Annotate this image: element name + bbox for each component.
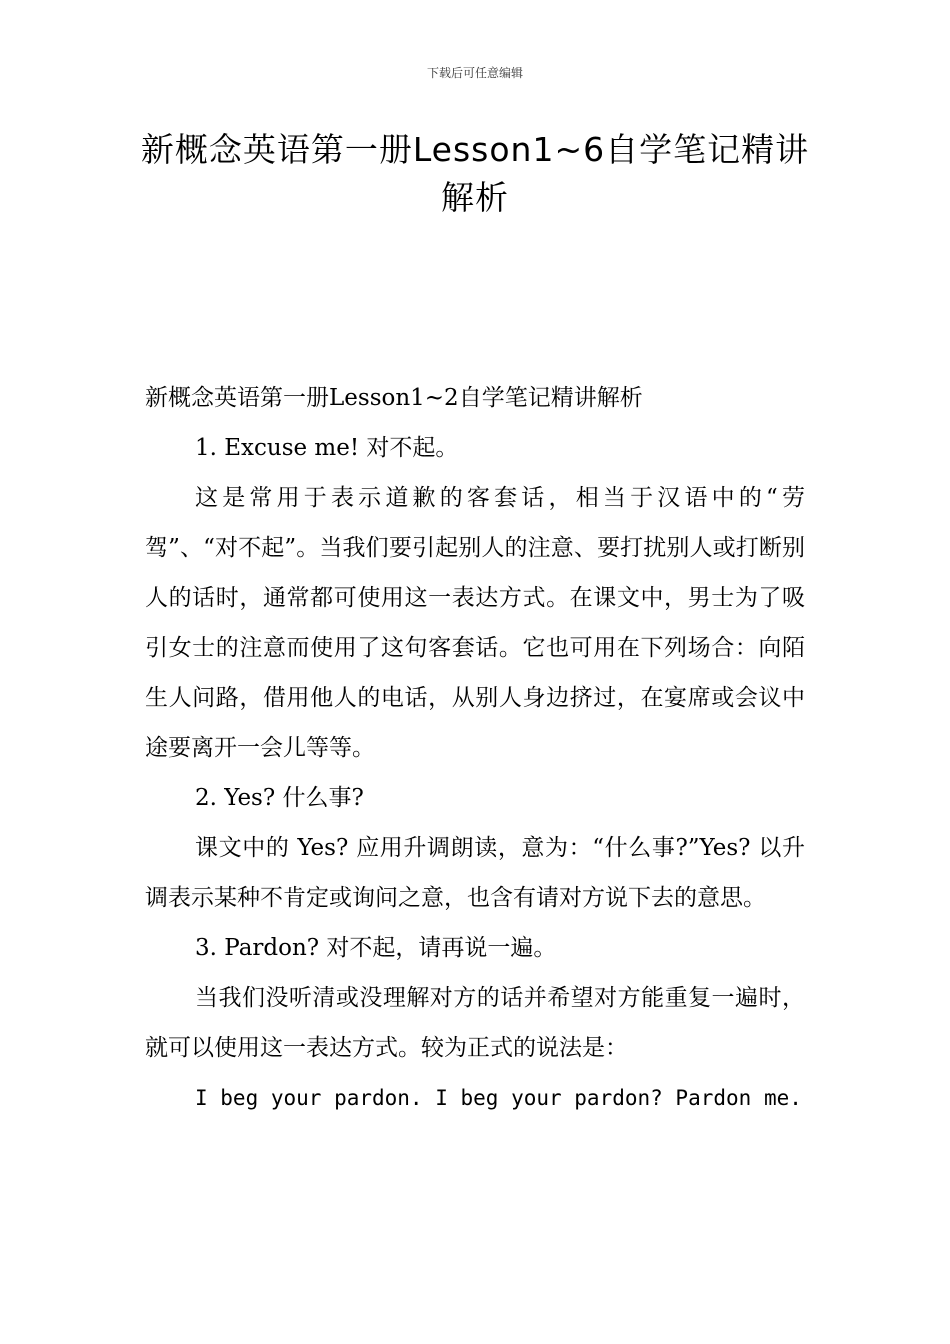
item-2-heading: 2. Yes? 什么事?	[195, 785, 364, 811]
item-2-explanation: 课文中的 Yes? 应用升调朗读，意为：“什么事?”Yes? 以升调表示某种不肯定或询问之意，也含有请对方说下去的意思。	[145, 835, 805, 911]
document-body	[145, 373, 805, 1123]
download-note: 下载后可任意编辑	[426, 66, 523, 80]
item-3-examples: I beg your pardon. I beg your pardon? Pardon me.	[195, 1086, 802, 1110]
item-1-heading: 1. Excuse me! 对不起。	[195, 435, 459, 461]
section-subtitle: 新概念英语第一册Lesson1~2自学笔记精讲解析	[145, 385, 643, 411]
item-1-explanation: 这是常用于表示道歉的客套话，相当于汉语中的“劳驾”、“对不起”。当我们要引起别人的注意、要打扰别人或打断别人的话时，通常都可使用这一表达方式。在课文中，男士为了吸引女士的注意而使用了这句客套话。它也可用在下列场合：向陌生人问路，借用他人的电话，从别人身边挤过，在宴席或会议中途要离开一会儿等等。	[145, 485, 805, 761]
document-title: 新概念英语第一册Lesson1~6自学笔记精讲解析	[140, 130, 810, 217]
item-3-heading: 3. Pardon? 对不起，请再说一遍。	[195, 935, 557, 961]
item-3-explanation: 当我们没听清或没理解对方的话并希望对方能重复一遍时，就可以使用这一表达方式。较为正式的说法是：	[145, 985, 805, 1061]
